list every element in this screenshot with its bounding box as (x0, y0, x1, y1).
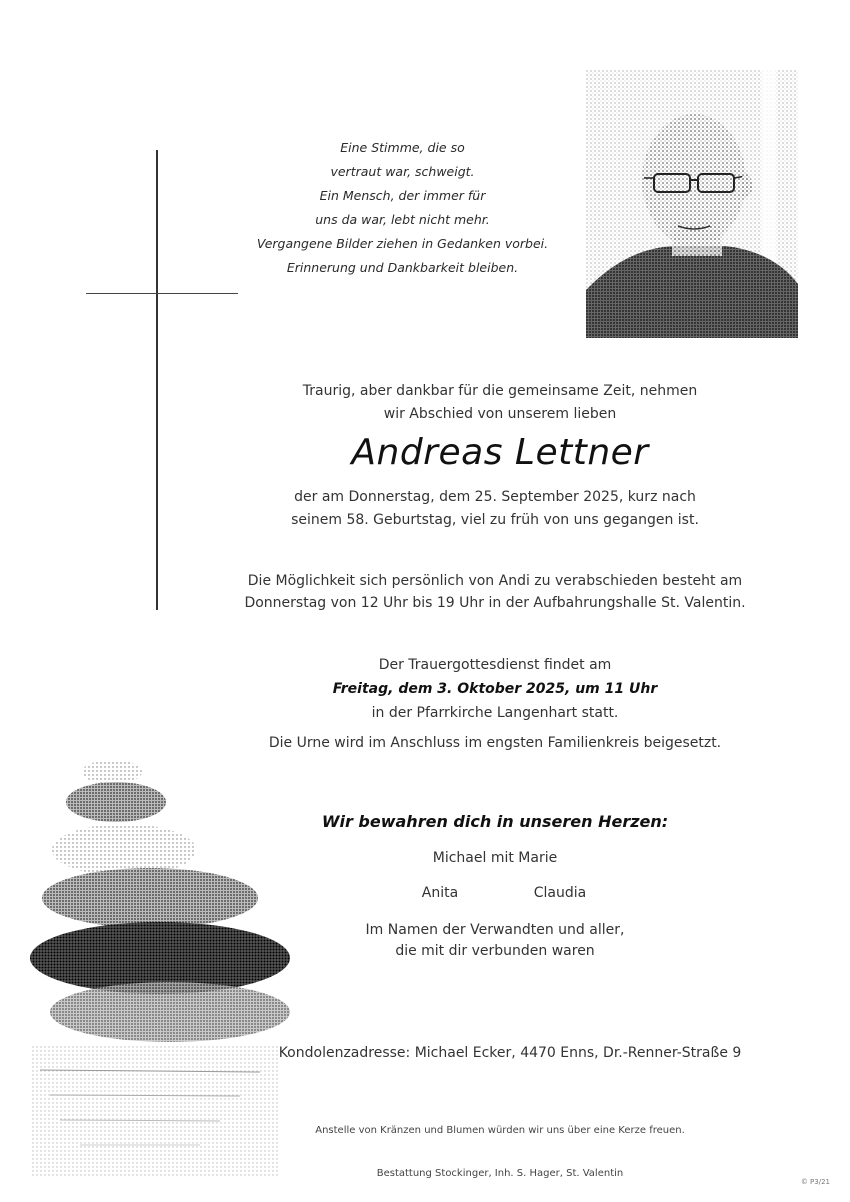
viewing-line: Donnerstag von 12 Uhr bis 19 Uhr in der Aufbahrungshalle St. Valentin. (244, 595, 746, 611)
intro-line: Traurig, aber dankbar für die gemeinsame Zeit, nehmen (302, 383, 698, 399)
death-line: seinem 58. Geburtstag, viel zu früh von uns gegangen ist. (291, 512, 699, 528)
poem-line: Eine Stimme, die so (340, 140, 465, 155)
family-line: Michael mit Marie (432, 850, 558, 866)
deceased-name: Andreas Lettner (351, 432, 649, 473)
template-code: © P3/21 (800, 1178, 830, 1186)
poem-line: uns da war, lebt nicht mehr. (315, 212, 490, 227)
portrait-photo (586, 70, 798, 338)
viewing-line: Die Möglichkeit sich persönlich von Andi zu verabschieden besteht am (247, 573, 743, 589)
motto: Wir bewahren dich in unseren Herzen: (321, 812, 669, 831)
intro-line: wir Abschied von unserem lieben (383, 406, 617, 422)
service-date: Freitag, dem 3. Oktober 2025, um 11 Uhr (332, 681, 658, 697)
stone-stack-illustration (20, 750, 310, 1190)
undertaker-credit: Bestattung Stockinger, Inh. S. Hager, St. Valentin (376, 1168, 624, 1179)
urn-burial-info: Die Urne wird im Anschluss im engsten Familienkreis beigesetzt. (268, 735, 722, 751)
family-name: Claudia (533, 885, 587, 901)
funeral-service-info (230, 653, 760, 725)
service-intro: Der Trauergottesdienst findet am (378, 657, 612, 673)
cross-horizontal-beam (86, 293, 238, 294)
poem-line: vertraut war, schweigt. (330, 164, 475, 179)
death-line: der am Donnerstag, dem 25. September 2025, kurz nach (294, 489, 696, 505)
family-name: Anita (421, 885, 459, 901)
flowers-note: Anstelle von Kränzen und Blumen würden wir uns über eine Kerze freuen. (315, 1125, 685, 1136)
poem-line: Vergangene Bilder ziehen in Gedanken vorbei. (256, 236, 549, 251)
death-notice (230, 486, 760, 532)
poem (250, 136, 555, 280)
relatives-line: Im Namen der Verwandten und aller, (365, 922, 625, 938)
service-place: in der Pfarrkirche Langenhart statt. (371, 705, 619, 721)
relatives-line: die mit dir verbunden waren (395, 943, 595, 959)
intro-text (250, 380, 750, 426)
poem-line: Ein Mensch, der immer für (319, 188, 486, 203)
poem-line: Erinnerung und Dankbarkeit bleiben. (286, 260, 519, 275)
cross-vertical-beam (156, 150, 158, 610)
viewing-info (230, 570, 760, 614)
condolence-address: Kondolenzadresse: Michael Ecker, 4470 Enns, Dr.-Renner-Straße 9 (278, 1045, 742, 1061)
